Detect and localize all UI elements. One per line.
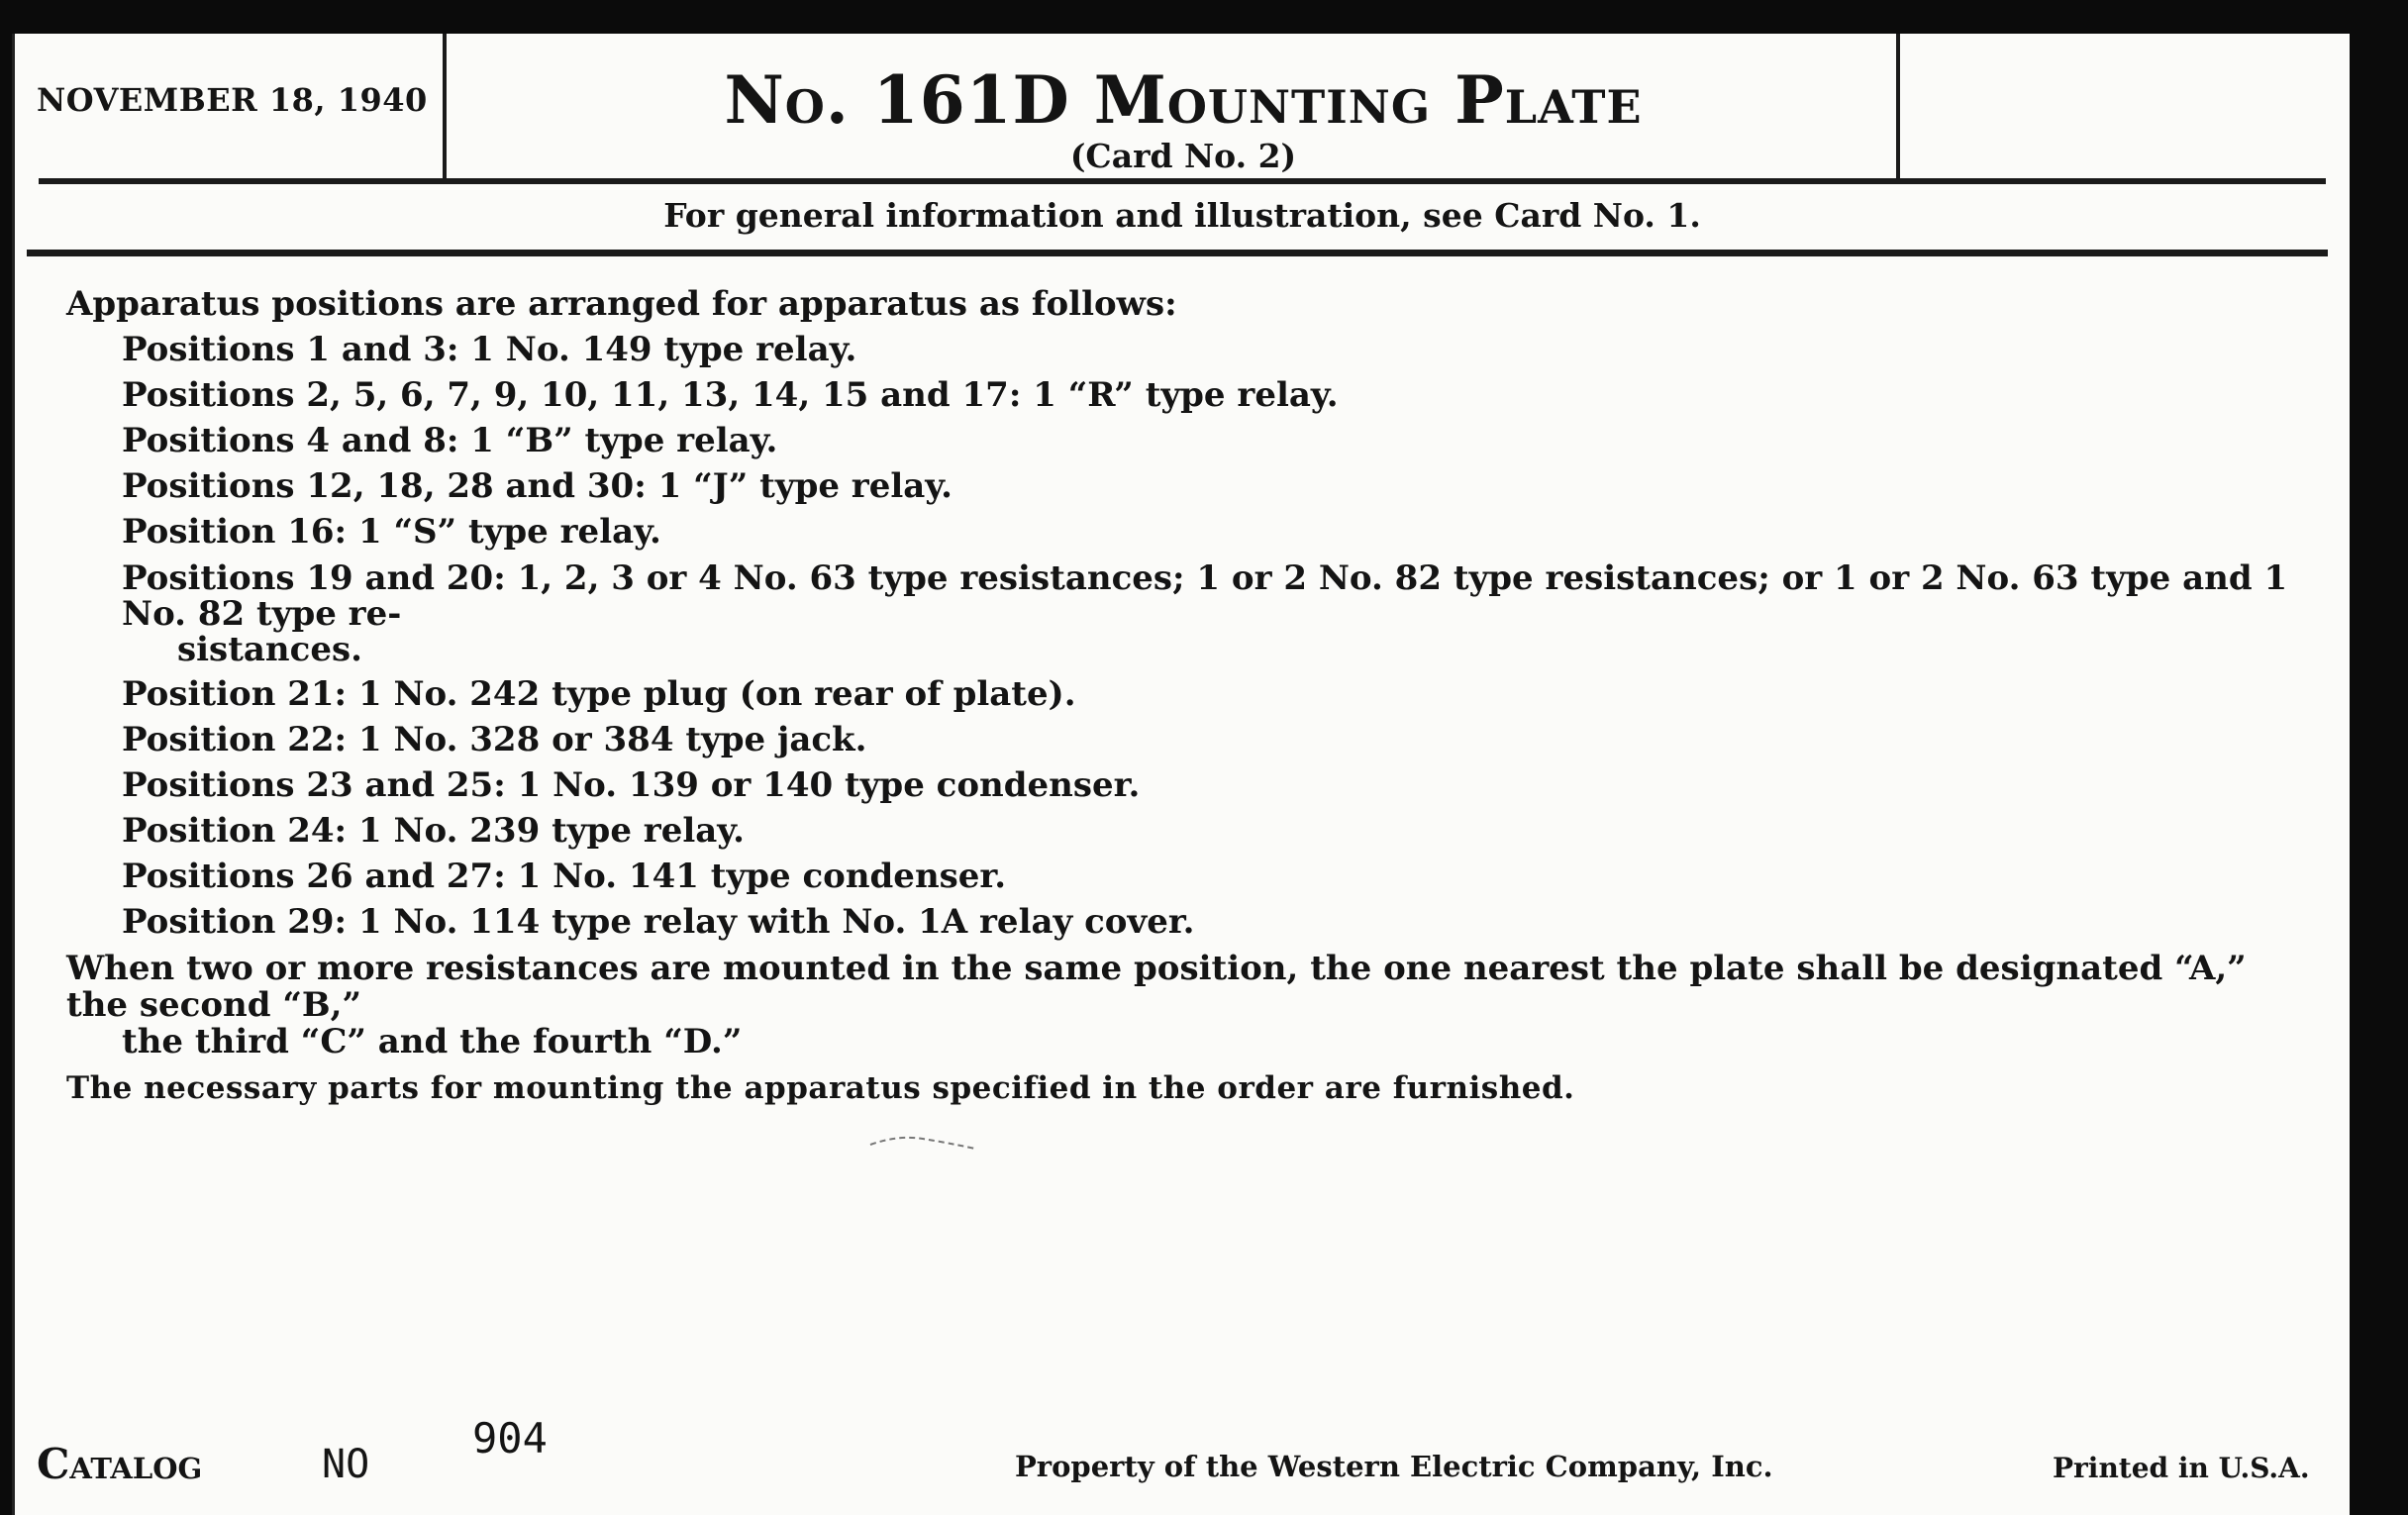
general-info-rule	[27, 250, 2328, 256]
catalog-card	[12, 34, 2350, 1515]
designation-note	[66, 951, 2314, 1060]
list-item: Positions 23 and 25: 1 No. 139 or 140 type condenser.	[122, 765, 1141, 805]
page-title: No. 161D Mounting Plate	[724, 61, 1643, 139]
list-item-text: Positions 19 and 20: 1, 2, 3 or 4 No. 63 type resistances; 1 or 2 No. 82 type resistances; or 1 or 2 No. 63 type and 1 No. 82 type re-	[122, 558, 2288, 634]
header-rule	[39, 178, 2326, 184]
catalog-number: 904	[472, 1414, 548, 1463]
catalog-no-label: NO	[322, 1442, 370, 1487]
list-item-continuation: sistances.	[177, 630, 362, 669]
property-notice: Property of the Western Electric Company, Inc.	[1015, 1450, 1773, 1483]
smudge-mark	[868, 1133, 977, 1153]
designation-continuation: the third “C” and the fourth “D.”	[122, 1022, 743, 1061]
designation-line: When two or more resistances are mounted in the same position, the one nearest the plate shall be designated “A,” the second “B,”	[66, 949, 2247, 1025]
list-item: Position 24: 1 No. 239 type relay.	[122, 811, 745, 851]
list-item: Positions 26 and 27: 1 No. 141 type condenser.	[122, 857, 1007, 896]
header-divider-left	[443, 34, 447, 178]
list-item: Position 22: 1 No. 328 or 384 type jack.	[122, 720, 867, 759]
list-item: Positions 2, 5, 6, 7, 9, 10, 11, 13, 14, 15 and 17: 1 “R” type relay.	[122, 375, 1339, 415]
list-item: Position 29: 1 No. 114 type relay with No. 1A relay cover.	[122, 902, 1195, 942]
furnished-note: The necessary parts for mounting the apparatus specified in the order are furnished.	[66, 1070, 1575, 1106]
general-info-note: For general information and illustration, see Card No. 1.	[663, 196, 1701, 235]
list-item: Positions 12, 18, 28 and 30: 1 “J” type relay.	[122, 466, 953, 506]
list-item	[122, 555, 2314, 671]
card-date: NOVEMBER 18, 1940	[37, 81, 428, 119]
list-item: Positions 4 and 8: 1 “B” type relay.	[122, 421, 778, 460]
card-number: (Card No. 2)	[1069, 137, 1297, 175]
catalog-label: Catalog	[37, 1440, 203, 1488]
printed-notice: Printed in U.S.A.	[2053, 1452, 2310, 1484]
apparatus-intro: Apparatus positions are arranged for apparatus as follows:	[66, 284, 1177, 324]
list-item: Positions 1 and 3: 1 No. 149 type relay.	[122, 330, 857, 369]
card-body	[66, 281, 2314, 1106]
positions-list	[66, 327, 2314, 945]
list-item: Position 21: 1 No. 242 type plug (on rear of plate).	[122, 674, 1076, 714]
list-item: Position 16: 1 “S” type relay.	[122, 512, 661, 552]
